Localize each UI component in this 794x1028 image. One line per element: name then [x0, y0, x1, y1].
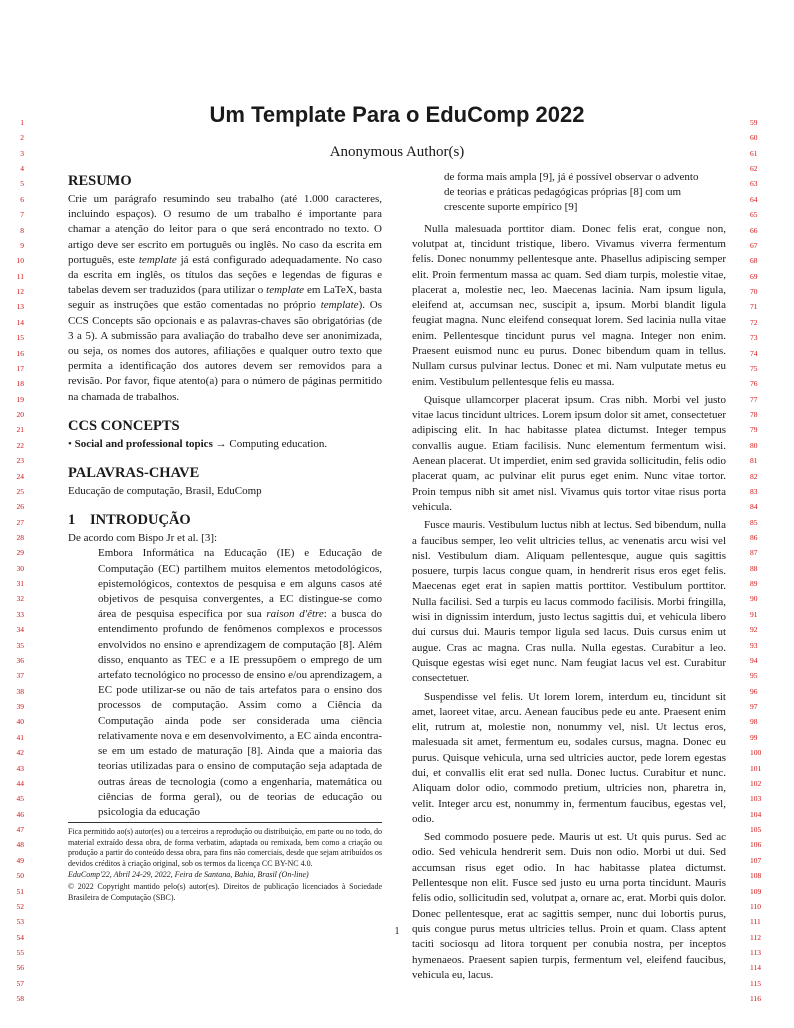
- line-number: 3: [20, 148, 24, 158]
- line-number: 45: [16, 794, 24, 804]
- line-number: 36: [16, 655, 24, 665]
- line-number: 57: [16, 978, 24, 988]
- body-paragraph: Nulla malesuada porttitor diam. Donec felis erat, congue non, volutpat at, tincidunt tristique, libero. Vivamus viverra fermentum felis. Donec nonummy pellentesque ante. Phasellus adipiscing semper elit. Proin fermentum massa ac quam. Sed diam turpis, molestie vitae, placerat a, molestie nec, leo. Maecenas lacinia. Nam ipsum ligula, eleifend at, accumsan nec, suscipit a, ipsum. Morbi blandit ligula feugiat magna. Nunc eleifend consequat lorem. Sed lacinia nulla vitae enim. Pellentesque tincidunt purus vel magna. Integer non enim. Praesent euismod nunc eu purus. Donec bibendum quam in tellus. Nullam cursus pulvinar lectus. Donec et mi. Nam vulputate metus eu enim. Vestibulum pellentesque felis eu massa.: [412, 222, 726, 388]
- line-number: 29: [16, 548, 24, 558]
- line-number: 74: [750, 348, 758, 358]
- line-number: 100: [750, 748, 762, 758]
- intro-quote: Embora Informática na Educação (IE) e Educação de Computação (EC) partilhem muitos elementos metodológicos, epistemológicos, contextos de pesquisa e em alguns casos até objetivos de pesquisa convergentes, a EC distingue-se como área de pesquisa específica por sua raison d'être: a busca do entendimento profundo de fenômenos complexos e processos envolvidos no ensino e aprendizagem de computação [8]. Além disso, enquanto as TEC e a IE pressupõem o emprego de um artefato tecnológico no processo de ensino e/ou aprendizagem, a EC pode utilizar-se ou não de tais artefatos para o ensino dos processos de computação. Assim como a Ciência da Computação ainda pode ser considerada uma ciência relativamente nova e em desenvolvimento, a EC ainda encontra-se em um estado de maturação [8]. Ainda que a maioria das teorias utilizadas para o ensino de computação seja adaptada de outras áreas de tecnologia (como a engenharia, matemática ou ciências de forma geral), ou de teorias de educação ou psicologia da educação: [98, 547, 383, 818]
- line-number: 38: [16, 686, 24, 696]
- line-number: 21: [16, 425, 24, 435]
- line-number: 63: [750, 179, 758, 189]
- line-number: 30: [16, 563, 24, 573]
- line-number: 107: [750, 855, 762, 865]
- line-number: 34: [16, 625, 24, 635]
- line-number: 24: [16, 471, 24, 481]
- line-number: 66: [750, 225, 758, 235]
- line-number: 68: [750, 256, 758, 266]
- line-number: 7: [20, 210, 24, 220]
- line-number: 112: [750, 932, 761, 942]
- line-number: 1: [20, 118, 24, 127]
- line-number: 27: [16, 517, 24, 527]
- line-number: 16: [16, 348, 24, 358]
- abstract-text: Crie um parágrafo resumindo seu trabalho (até 1.000 caracteres, incluindo espaços). O resumo de um trabalho é importante para chamar a atenção do leitor para o que será encontrado no texto. O artigo deve ser escrito em português ou inglês. No caso da escrita em português, este template já está configurado adequadamente. No caso da escrita em inglês, os títulos das seções e legendas de figuras e tabelas devem ser traduzidos (para utilizar o template em LaTeX, basta seguir as instruções que estão comentadas no próprio template). Os CCS Concepts são opcionais e as palavras-chaves são obrigatórias (de 3 a 5). A submissão para avaliação do trabalho deve ser anonimizada, ou seja, os nomes dos autores, afiliações e qualquer outro texto que permita a identificação dos autores devem ser removidos para a revisão. Por favor, fique atento(a) para o número de páginas permitido na chamada de trabalhos.: [68, 193, 382, 403]
- line-number: 106: [750, 840, 762, 850]
- line-number: 46: [16, 809, 24, 819]
- line-number: 79: [750, 425, 758, 435]
- line-number: 64: [750, 194, 758, 204]
- line-number: 115: [750, 978, 761, 988]
- line-number: 23: [16, 456, 24, 466]
- line-number: 91: [750, 609, 758, 619]
- license-text: Fica permitido ao(s) autor(es) ou a terceiros a reprodução ou distribuição, em parte ou no todo, do material extraído dessa obra, de forma verbatim, adaptada ou remixada, bem como a criação ou produção a partir do conteúdo dessa obra, para fins não comerciais, desde que sejam atribuídos os devidos créditos à criação original, sob os termos da licença CC BY-NC 4.0.: [68, 827, 382, 868]
- line-number: 18: [16, 379, 24, 389]
- resumo-heading: RESUMO: [68, 173, 132, 189]
- line-number: 56: [16, 963, 24, 973]
- line-number: 90: [750, 594, 758, 604]
- line-number: 111: [750, 917, 761, 927]
- line-number: 109: [750, 886, 762, 896]
- line-number: 71: [750, 302, 758, 312]
- line-number: 47: [16, 825, 24, 835]
- line-number: 61: [750, 148, 758, 158]
- line-number: 48: [16, 840, 24, 850]
- line-number: 92: [750, 625, 758, 635]
- line-number: 94: [750, 655, 758, 665]
- line-number: 14: [16, 317, 24, 327]
- intro-quote-continuation: de forma mais ampla [9], já é possível observar o advento de teorias e práticas pedagógicas próprias [8] com um crescente suporte empírico [9]: [444, 171, 699, 214]
- line-number: 62: [750, 164, 758, 174]
- line-number: 35: [16, 640, 24, 650]
- line-number: 4: [20, 164, 24, 174]
- line-number: 58: [16, 994, 24, 1004]
- intro-heading: 1 INTRODUÇÃO: [68, 512, 191, 529]
- line-number: 81: [750, 456, 758, 466]
- line-number: 20: [16, 410, 24, 420]
- venue-text: EduComp'22, Abril 24-29, 2022, Feira de Santana, Bahia, Brasil (On-line): [68, 870, 309, 880]
- line-number: 50: [16, 871, 24, 881]
- body-paragraph: Sed commodo posuere pede. Mauris ut est. Ut quis purus. Sed ac odio. Sed vehicula hendrerit sem. Duis non odio. Morbi ut dui. Sed accumsan risus eget odio. In hac habitasse platea dictumst. Pellentesque non elit. Fusce sed justo eu urna porta tincidunt. Mauris felis odio, sollicitudin sed, volutpat a, ornare ac, erat. Morbi quis dolor. Donec pellentesque, erat ac sagittis semper, nunc dui lobortis purus, quis congue purus metus ultricies tellus. Proin et quam. Class aptent taciti sociosqu ad litora torquent per conubia nostra, per inceptos hymenaeos. Praesent sapien turpis, fermentum vel, eleifend faucibus, vehicula eu, lacus.: [412, 831, 726, 981]
- line-number: 113: [750, 947, 761, 957]
- line-number: 82: [750, 471, 758, 481]
- copyright-text: © 2022 Copyright mantido pelo(s) autor(es). Direitos de publicação licenciados à Sociedade Brasileira de Computação (SBC).: [68, 881, 382, 902]
- line-number: 86: [750, 532, 758, 542]
- line-number: 108: [750, 871, 762, 881]
- line-number: 96: [750, 686, 758, 696]
- line-number: 19: [16, 394, 24, 404]
- line-number: 39: [16, 702, 24, 712]
- keywords-heading: PALAVRAS-CHAVE: [68, 465, 200, 482]
- line-number: 97: [750, 702, 758, 712]
- line-number: 67: [750, 240, 758, 250]
- page-number: 1: [394, 926, 400, 937]
- line-number: 54: [16, 932, 24, 942]
- paper-title: Um Template Para o EduComp 2022: [209, 102, 585, 127]
- line-number: 95: [750, 671, 758, 681]
- right-column: [412, 170, 726, 983]
- line-number: 51: [16, 886, 24, 896]
- line-number: 8: [20, 225, 24, 235]
- ccs-heading: CCS CONCEPTS: [68, 417, 180, 434]
- line-number: 6: [20, 194, 24, 204]
- line-number: 87: [750, 548, 758, 558]
- line-number: 72: [750, 317, 758, 327]
- line-number: 32: [16, 594, 24, 604]
- left-column: [68, 170, 382, 820]
- line-number: 84: [750, 502, 758, 512]
- line-number: 40: [16, 717, 24, 727]
- line-number: 99: [750, 732, 758, 742]
- line-number: 42: [16, 748, 24, 758]
- line-number: 5: [20, 179, 24, 189]
- line-number: 88: [750, 563, 758, 573]
- body-paragraph: Fusce mauris. Vestibulum luctus nibh at lectus. Sed bibendum, nulla a faucibus semper, leo velit ultricies tellus, ac venenatis arcu wisi vel nisl. Vestibulum diam. Aliquam pellentesque, augue quis sagittis posuere, turpis lacus congue quam, in hendrerit risus eros eget felis. Maecenas eget erat in sapien mattis porttitor. Vestibulum porttitor. Nulla facilisi. Sed a turpis eu lacus commodo facilisis. Morbi fringilla, wisi in dignissim interdum, justo lectus sagittis dui, et vehicula libero dui cursus dui. Mauris tempor ligula sed lacus. Duis cursus enim ut augue. Cras ac magna. Cras nulla. Nulla egestas. Curabitur a leo. Quisque egestas wisi eget nunc. Nam feugiat lacus vel est. Curabitur consectetuer.: [412, 519, 726, 685]
- line-number: 83: [750, 486, 758, 496]
- line-number: 105: [750, 825, 762, 835]
- line-number: 37: [16, 671, 24, 681]
- line-number: 114: [750, 963, 761, 973]
- line-number: 85: [750, 517, 758, 527]
- line-number: 31: [16, 579, 24, 589]
- line-number: 41: [16, 732, 24, 742]
- line-number: 93: [750, 640, 758, 650]
- line-number: 22: [16, 440, 24, 450]
- author-line: Anonymous Author(s): [329, 144, 465, 160]
- body-paragraph: Suspendisse vel felis. Ut lorem lorem, interdum eu, tincidunt sit amet, laoreet vitae, arcu. Aenean faucibus pede eu ante. Praesent enim elit, rutrum at, molestie non, nonummy vel, nisl. Ut lectus eros, malesuada sit amet, fermentum eu, sodales cursus, magna. Donec eu purus. Quisque vehicula, urna sed ultricies auctor, pede lorem egestas dui, et convallis elit erat sed nulla. Donec luctus. Curabitur et nunc. Aliquam dolor odio, commodo pretium, ultricies non, pharetra in, velit. Integer arcu est, nonummy in, fermentum faucibus, egestas vel, odio.: [412, 690, 726, 825]
- line-number: 110: [750, 901, 761, 911]
- line-number: 53: [16, 917, 24, 927]
- line-number: 60: [750, 133, 758, 143]
- line-number: 25: [16, 486, 24, 496]
- line-number: 12: [16, 287, 24, 297]
- line-number: 101: [750, 763, 762, 773]
- line-number: 89: [750, 579, 758, 589]
- line-number: 33: [16, 609, 24, 619]
- line-number: 44: [16, 778, 24, 788]
- line-number: 116: [750, 994, 761, 1004]
- line-number: 77: [750, 394, 758, 404]
- line-number: 43: [16, 763, 24, 773]
- line-number: 17: [16, 363, 24, 373]
- line-number: 2: [20, 133, 24, 143]
- line-number: 70: [750, 287, 758, 297]
- line-number: 26: [16, 502, 24, 512]
- line-number: 11: [16, 271, 24, 281]
- line-number: 59: [750, 118, 758, 127]
- line-number: 13: [16, 302, 24, 312]
- line-number: 103: [750, 794, 762, 804]
- line-number: 49: [16, 855, 24, 865]
- line-number: 102: [750, 778, 762, 788]
- keywords-text: Educação de computação, Brasil, EduComp: [68, 485, 262, 498]
- body-paragraph: Quisque ullamcorper placerat ipsum. Cras nibh. Morbi vel justo vitae lacus tincidunt ultrices. Lorem ipsum dolor sit amet, consectetuer adipiscing elit. In hac habitasse platea dictumst. Integer tempus convallis augue. Etiam facilisis. Nunc elementum fermentum wisi. Aenean placerat. Ut imperdiet, enim sed gravida sollicitudin, felis odio placerat quam, ac pulvinar elit purus eget enim. Nunc vitae tortor. Proin tempus nibh sit amet nisl. Vivamus quis tortor vitae risus porta vehicula.: [412, 393, 726, 513]
- line-number: 10: [16, 256, 24, 266]
- line-number: 73: [750, 333, 758, 343]
- line-number: 98: [750, 717, 758, 727]
- line-number: 65: [750, 210, 758, 220]
- ccs-text: • Social and professional topics → Computing education.: [68, 437, 328, 450]
- footnote-block: [68, 822, 382, 904]
- line-number: 28: [16, 532, 24, 542]
- intro-lead: De acordo com Bispo Jr et al. [3]:: [68, 532, 218, 545]
- line-number: 80: [750, 440, 758, 450]
- line-number: 9: [20, 240, 24, 250]
- line-number: 52: [16, 901, 24, 911]
- line-number: 78: [750, 410, 758, 420]
- line-number: 69: [750, 271, 758, 281]
- line-number: 15: [16, 333, 24, 343]
- line-number: 76: [750, 379, 758, 389]
- line-number: 104: [750, 809, 762, 819]
- line-number: 55: [16, 947, 24, 957]
- line-number: 75: [750, 363, 758, 373]
